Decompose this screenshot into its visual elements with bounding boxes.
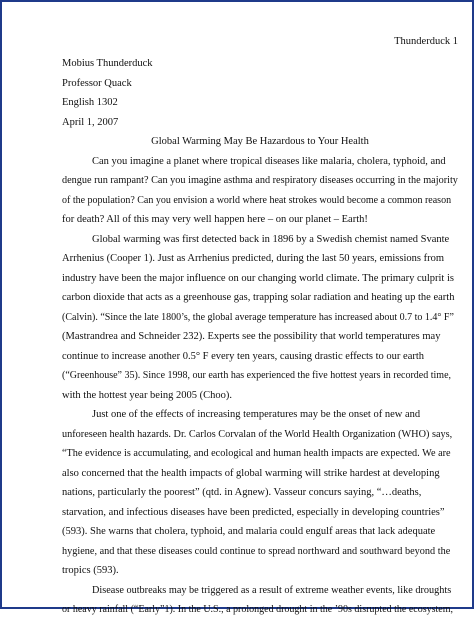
running-head: Thunderduck 1 bbox=[394, 36, 458, 47]
instructor-name: Professor Quack bbox=[62, 77, 132, 89]
paragraph-line: Can you imagine a planet where tropical diseases like malaria, cholera, typhoid, and bbox=[92, 155, 446, 167]
paragraph-line: of the population? Can you envision a world where heat strokes would become a common reason bbox=[62, 194, 452, 206]
course-name: English 1302 bbox=[62, 97, 118, 108]
paragraph-line: hygiene, and that these diseases could continue to spread northward and southward beyond the bbox=[62, 545, 451, 557]
paragraph-line: starvation, and infectious diseases have been predicted, especially in developing countries” bbox=[62, 506, 445, 518]
paragraph-line: industry have been the major influence on our changing world climate. The primary culprit is bbox=[62, 272, 454, 284]
paragraph-line: (593). She warns that cholera, typhoid, and malaria could engulf areas that lack adequate bbox=[62, 526, 436, 537]
paragraph-line: nations, particularly the poorest” (qtd. in Agnew). Vasseur concurs saying, “…deaths, bbox=[62, 487, 422, 498]
paragraph-line: “The evidence is accumulating, and ecological and human health impacts are expected. We are bbox=[62, 448, 451, 459]
mla-heading bbox=[62, 54, 458, 132]
paragraph-4 bbox=[62, 581, 458, 620]
paragraph-line: Just one of the effects of increasing temperatures may be the onset of new and bbox=[92, 409, 421, 420]
paragraph-line: for death? All of this may very well happen here – on our planet – Earth! bbox=[62, 214, 368, 225]
paragraph-line: unforeseen health hazards. Dr. Carlos Corvalan of the World Health Organization (WHO) says, bbox=[62, 428, 453, 440]
paragraph-line: (Calvin). “Since the late 1800’s, the global average temperature has increased about 0.7 to 1.4° F” bbox=[62, 311, 454, 323]
essay-date: April 1, 2007 bbox=[62, 116, 119, 128]
author-name: Mobius Thunderduck bbox=[62, 58, 153, 69]
paragraph-line: or heavy rainfall (“Early”1). In the U.S., a prolonged drought in the ’90s disrupted the ecosystem, bbox=[62, 604, 454, 615]
paragraph-1 bbox=[62, 152, 458, 230]
paragraph-line: (Mastrandrea and Schneider 232). Experts see the possibility that world temperatures may bbox=[62, 331, 441, 342]
paragraph-line: tropics (593). bbox=[62, 565, 119, 576]
paragraph-line: Disease outbreaks may be triggered as a result of extreme weather events, like droughts bbox=[92, 584, 452, 596]
paragraph-line: carbon dioxide that acts as a greenhouse gas, trapping solar radiation and heating up the earth bbox=[62, 292, 455, 303]
paragraph-line: continue to increase another 0.5° F every ten years, causing drastic effects to our earth bbox=[62, 350, 425, 362]
paragraph-line: Global warming was first detected back in 1896 by a Swedish chemist named Svante bbox=[92, 233, 450, 245]
paragraph-line: Arrhenius (Cooper 1). Just as Arrhenius predicted, during the last 50 years, emissions from bbox=[62, 253, 445, 264]
essay-body bbox=[62, 132, 458, 620]
essay-page bbox=[62, 2, 458, 615]
paragraph-2 bbox=[62, 230, 458, 406]
paragraph-line: with the hottest year being 2005 (Choo). bbox=[62, 389, 233, 401]
essay-title: Global Warming May Be Hazardous to Your Health bbox=[151, 136, 369, 147]
paragraph-3 bbox=[62, 405, 458, 581]
paragraph-line: dengue run rampant? Can you imagine asthma and respiratory diseases occurring in the majority bbox=[62, 175, 458, 186]
paragraph-line: (“Greenhouse” 35). Since 1998, our earth has experienced the five hottest years in recorded time, bbox=[62, 370, 452, 381]
paragraph-line: also concerned that the health impacts of global warming will strike hardest at developing bbox=[62, 467, 440, 479]
